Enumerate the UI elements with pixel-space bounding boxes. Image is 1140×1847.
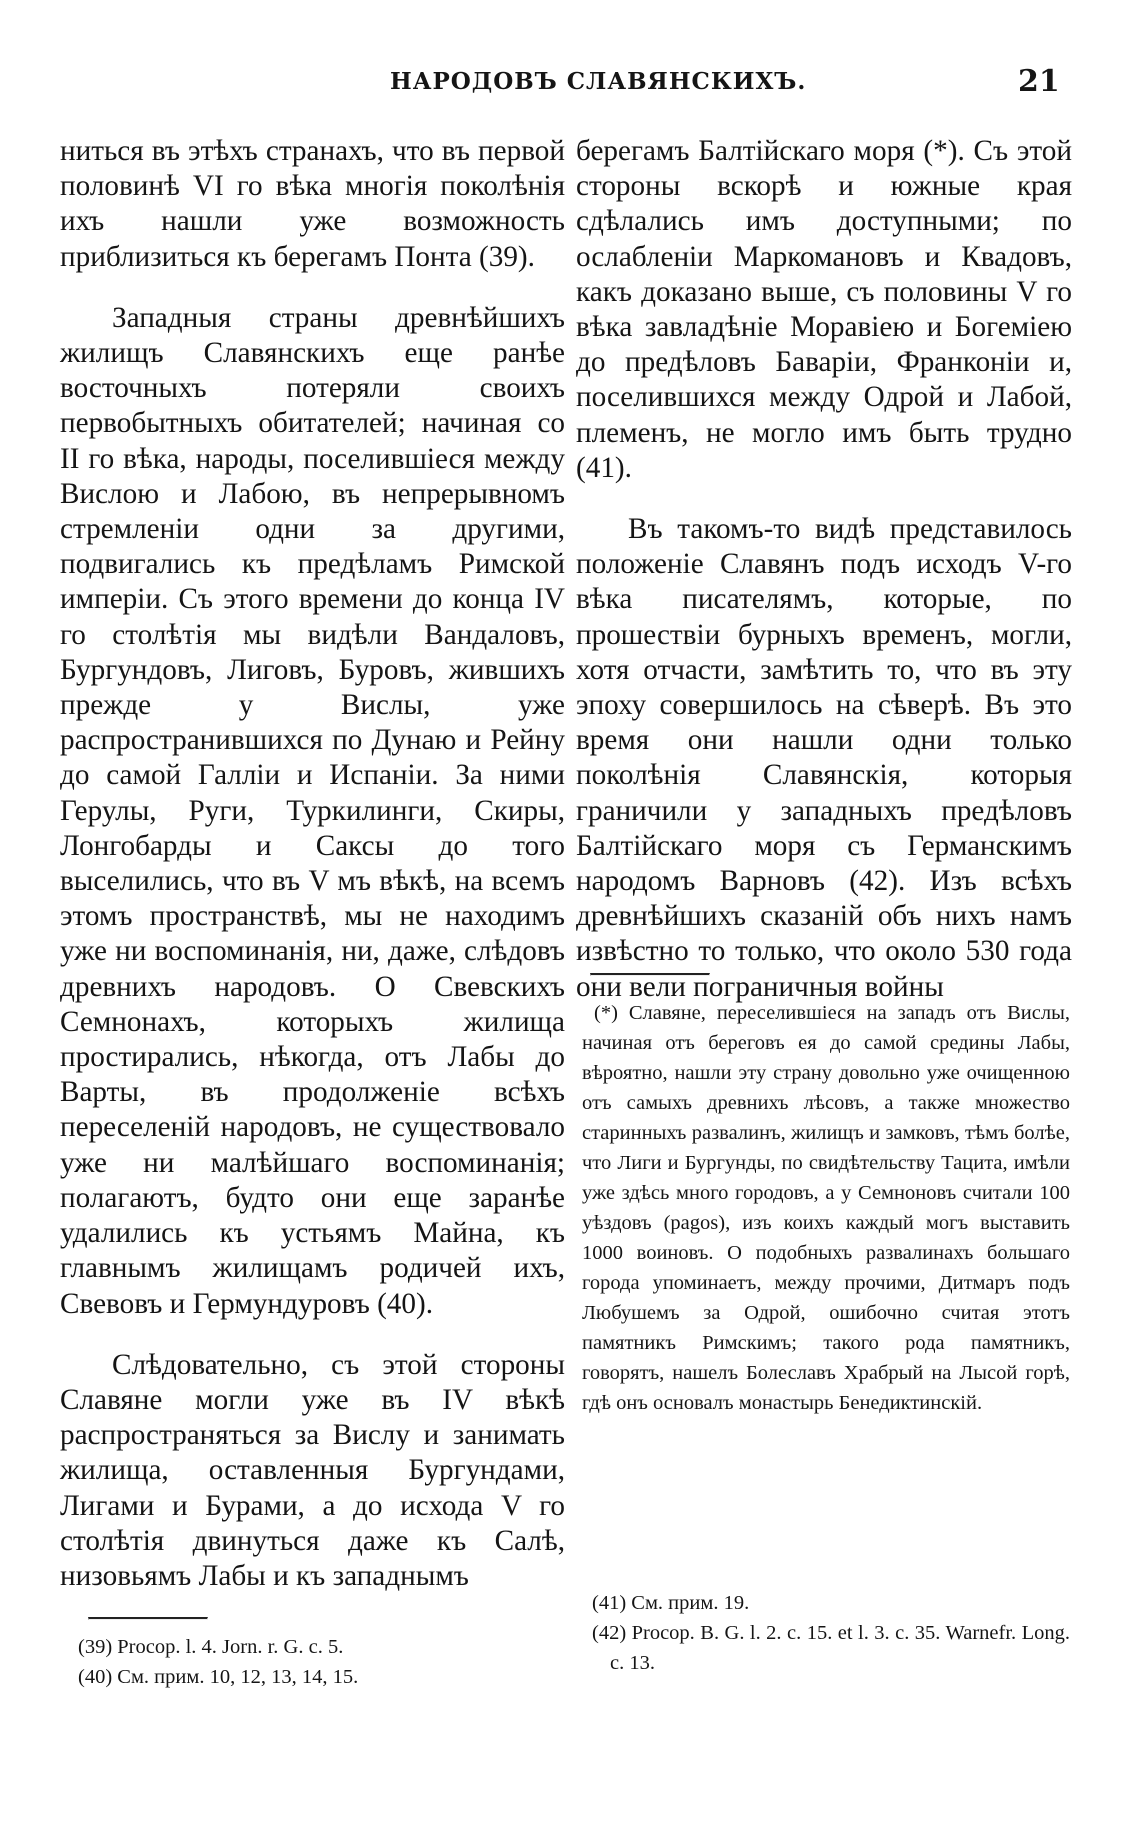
right-column [576, 134, 1072, 1005]
footnote-40: (40) См. прим. 10, 12, 13, 14, 15. [78, 1666, 359, 1688]
footnote-star: (*) Славяне, переселившіеся на западъ отъ Вислы, начиная отъ береговъ ея до самой средины Лабы, вѣроятно, нашли эту страну довольно уже очищенною отъ самыхъ древнихъ лѣсовъ, а также множество старинныхъ развалинъ, жилищъ и замковъ, тѣмъ болѣе, что Лиги и Бургунды, по свидѣтельству Тацита, имѣли уже здѣсь много городовъ, а у Семноновъ считали 100 уѣздовъ (pagos), изъ коихъ каждый могъ выставить 1000 воиновъ. О подобныхъ развалинахъ большаго города упоминаетъ, между прочими, Дитмаръ подъ Любушемъ за Одрой, ошибочно считая этотъ памятникъ Римскимъ; такого рода памятникъ, говорятъ, нашелъ Болеславъ Храбрый на Лысой горѣ, гдѣ онъ основалъ монастырь Бенедиктинскій. [582, 1002, 1070, 1414]
left-column [60, 134, 565, 1594]
left-paragraph-3: Слѣдовательно, съ этой стороны Славяне могли уже въ IV вѣкѣ распространяться за Вислу и занимать жилища, оставленныя Бургундами, Лигами и Бурами, а до исхода V го столѣтія двинуться даже къ Салѣ, низовьямъ Лабы и къ западнымъ [60, 1348, 565, 1592]
page-number: 21 [1018, 64, 1060, 99]
left-footnote-rule [88, 1617, 208, 1620]
right-paragraph-1: берегамъ Балтійскаго моря (*). Съ этой стороны вскорѣ и южные края сдѣлались имъ доступными; по ослабленіи Маркомановъ и Квадовъ, какъ доказано выше, съ половины V го вѣка завладѣніе Моравіею и Богеміею до предѣловъ Баваріи, Франконіи и, поселившихся между Одрой и Лабой, племенъ, не могло имъ быть трудно (41). [576, 135, 1072, 484]
footnote-39: (39) Procop. l. 4. Jorn. r. G. c. 5. [78, 1636, 344, 1658]
right-footnotes [582, 1588, 1070, 1678]
footnote-star-block [582, 998, 1070, 1418]
right-footnote-rule [590, 973, 710, 976]
page-header [0, 64, 1140, 104]
left-paragraph-1: ниться въ этѣхъ странахъ, что въ первой половинѣ VI го вѣка многія поколѣнія ихъ нашли уже возможность приблизиться къ берегамъ Понта (39). [60, 135, 565, 273]
right-paragraph-2: Въ такомъ-то видѣ представилось положеніе Славянъ подъ исходъ V-го вѣка писателямъ, которые, по прошествіи бурныхъ временъ, могли, хотя отчасти, замѣтить то, что въ эту эпоху совершилось на сѣверѣ. Въ это время они нашли одни только поколѣнія Славянскія, которыя граничили у западныхъ предѣловъ Балтійскаго моря съ Германскимъ народомъ Варновъ (42). Изъ всѣхъ древнѣйшихъ сказаній объ нихъ намъ извѣстно то только, что около 530 года они вели пограничныя войны [576, 513, 1072, 1003]
left-footnotes [78, 1632, 558, 1692]
footnote-41: (41) См. прим. 19. [592, 1592, 750, 1614]
running-title: НАРОДОВЪ СЛАВЯНСКИХЪ. [390, 68, 807, 95]
footnote-42: (42) Procop. B. G. l. 2. c. 15. et l. 3. c. 35. Warnefr. Long. c. 13. [592, 1622, 1070, 1674]
left-paragraph-2: Западныя страны древнѣйшихъ жилищъ Славянскихъ еще ранѣе восточныхъ потеряли своихъ первобытныхъ обитателей; начиная со II го вѣка, народы, поселившіеся между Вислою и Лабою, въ непрерывномъ стремленіи одни за другими, подвигались къ предѣламъ Римской имперіи. Съ этого времени до конца IV го столѣтія мы видѣли Вандаловъ, Бургундовъ, Лиговъ, Буровъ, жившихъ прежде у Вислы, уже распространившихся по Дунаю и Рейну до самой Галліи и Испаніи. За ними Герулы, Руги, Туркилинги, Скиры, Лонгобарды и Саксы до того выселились, что въ V мъ вѣкѣ, на всемъ этомъ пространствѣ, мы не находимъ уже ни воспоминанія, ни, даже, слѣдовъ древнихъ народовъ. О Свевскихъ Семнонахъ, которыхъ жилища простирались, нѣкогда, отъ Лабы до Варты, въ продолженіе всѣхъ переселеній народовъ, не существовало уже ни малѣйшаго воспоминанія; полагаютъ, будто они еще заранѣе удалились къ устьямъ Майна, къ главнымъ жилищамъ родичей ихъ, Свевовъ и Гермундуровъ (40). [60, 301, 565, 1320]
